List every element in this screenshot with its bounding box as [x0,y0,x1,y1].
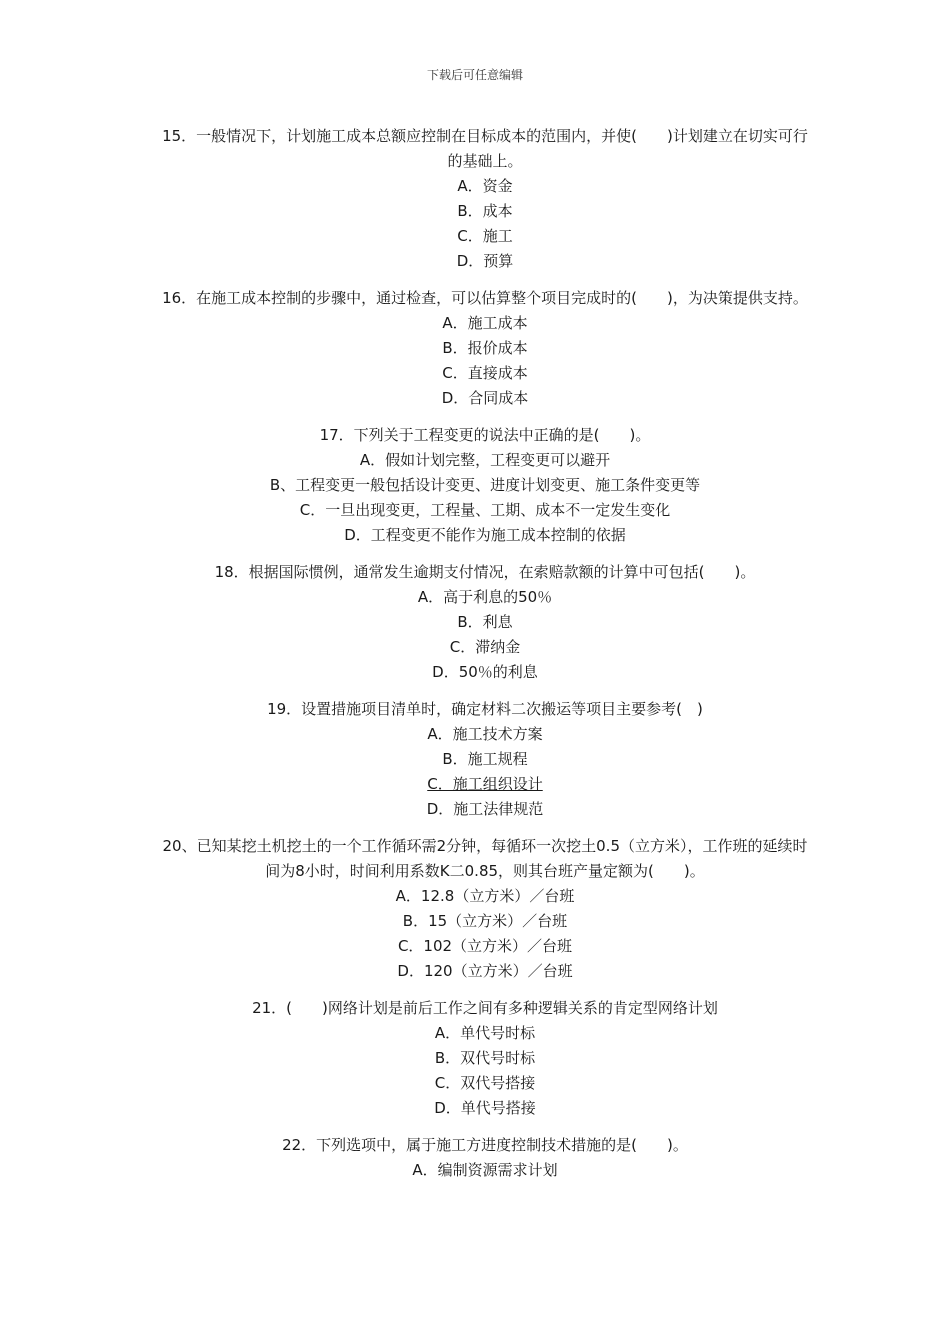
option-a: A．资金 [457,177,513,195]
question-text: 22．下列选项中，属于施工方进度控制技术措施的是( )。 [282,1136,688,1154]
option-b: B．报价成本 [442,339,528,357]
option-c: C．双代号搭接 [434,1074,536,1092]
option-b: B．施工规程 [442,750,528,768]
question-text: 17．下列关于工程变更的说法中正确的是( )。 [319,426,651,444]
page-header: 下载后可任意编辑 [426,68,523,82]
option-c: C．滞纳金 [449,638,521,656]
question-16 [160,286,810,411]
option-d: D．50％的利息 [432,663,538,681]
option-a: A．编制资源需求计划 [412,1161,558,1179]
option-a: A．施工技术方案 [427,725,543,743]
question-text: 18．根据国际惯例，通常发生逾期支付情况，在索赔款额的计算中可包括( )。 [214,563,756,581]
option-b: B．成本 [457,202,513,220]
option-d: D．合同成本 [441,389,529,407]
option-d: D．预算 [456,252,514,270]
option-d: D．120（立方米）／台班 [397,962,573,980]
question-text: 16．在施工成本控制的步骤中，通过检查，可以估算整个项目完成时的( )，为决策提供支持。 [162,289,808,307]
option-b: B．利息 [457,613,513,631]
question-22 [160,1133,810,1183]
question-text: 20、已知某挖土机挖土的一个工作循环需2分钟，每循环一次挖土0.5（立方米），工作班的延续时间为8小时，时间利用系数K二0.85，则其台班产量定额为( )。 [162,837,808,880]
option-a: A．单代号时标 [434,1024,536,1042]
option-b: B、工程变更一般包括设计变更、进度计划变更、施工条件变更等 [269,476,701,494]
question-20 [160,834,810,984]
option-c: C．施工 [457,227,513,245]
question-text: 21．( )网络计划是前后工作之间有多种逻辑关系的肯定型网络计划 [252,999,718,1017]
option-d: D．工程变更不能作为施工成本控制的依据 [344,526,626,544]
option-d: D．施工法律规范 [426,800,544,818]
question-text: 19．设置措施项目清单时，确定材料二次搬运等项目主要参考( ) [267,700,703,718]
question-list [160,124,810,1195]
option-c: C．直接成本 [442,364,528,382]
option-a: A．假如计划完整，工程变更可以避开 [359,451,611,469]
question-21 [160,996,810,1121]
question-19 [160,697,810,822]
question-text: 15．一般情况下，计划施工成本总额应控制在目标成本的范围内，并使( )计划建立在切实可行的基础上。 [162,127,808,170]
question-18 [160,560,810,685]
option-a: A．12.8（立方米）／台班 [395,887,575,905]
question-17 [160,423,810,548]
option-a: A．施工成本 [442,314,528,332]
question-15 [160,124,810,274]
option-b: B．15（立方米）／台班 [402,912,568,930]
option-a: A．高于利息的50％ [417,588,553,606]
option-b: B．双代号时标 [434,1049,536,1067]
option-c: C．施工组织设计 [427,775,543,793]
option-c: C．102（立方米）／台班 [397,937,573,955]
option-c: C．一旦出现变更，工程量、工期、成本不一定发生变化 [299,501,671,519]
option-d: D．单代号搭接 [434,1099,536,1117]
